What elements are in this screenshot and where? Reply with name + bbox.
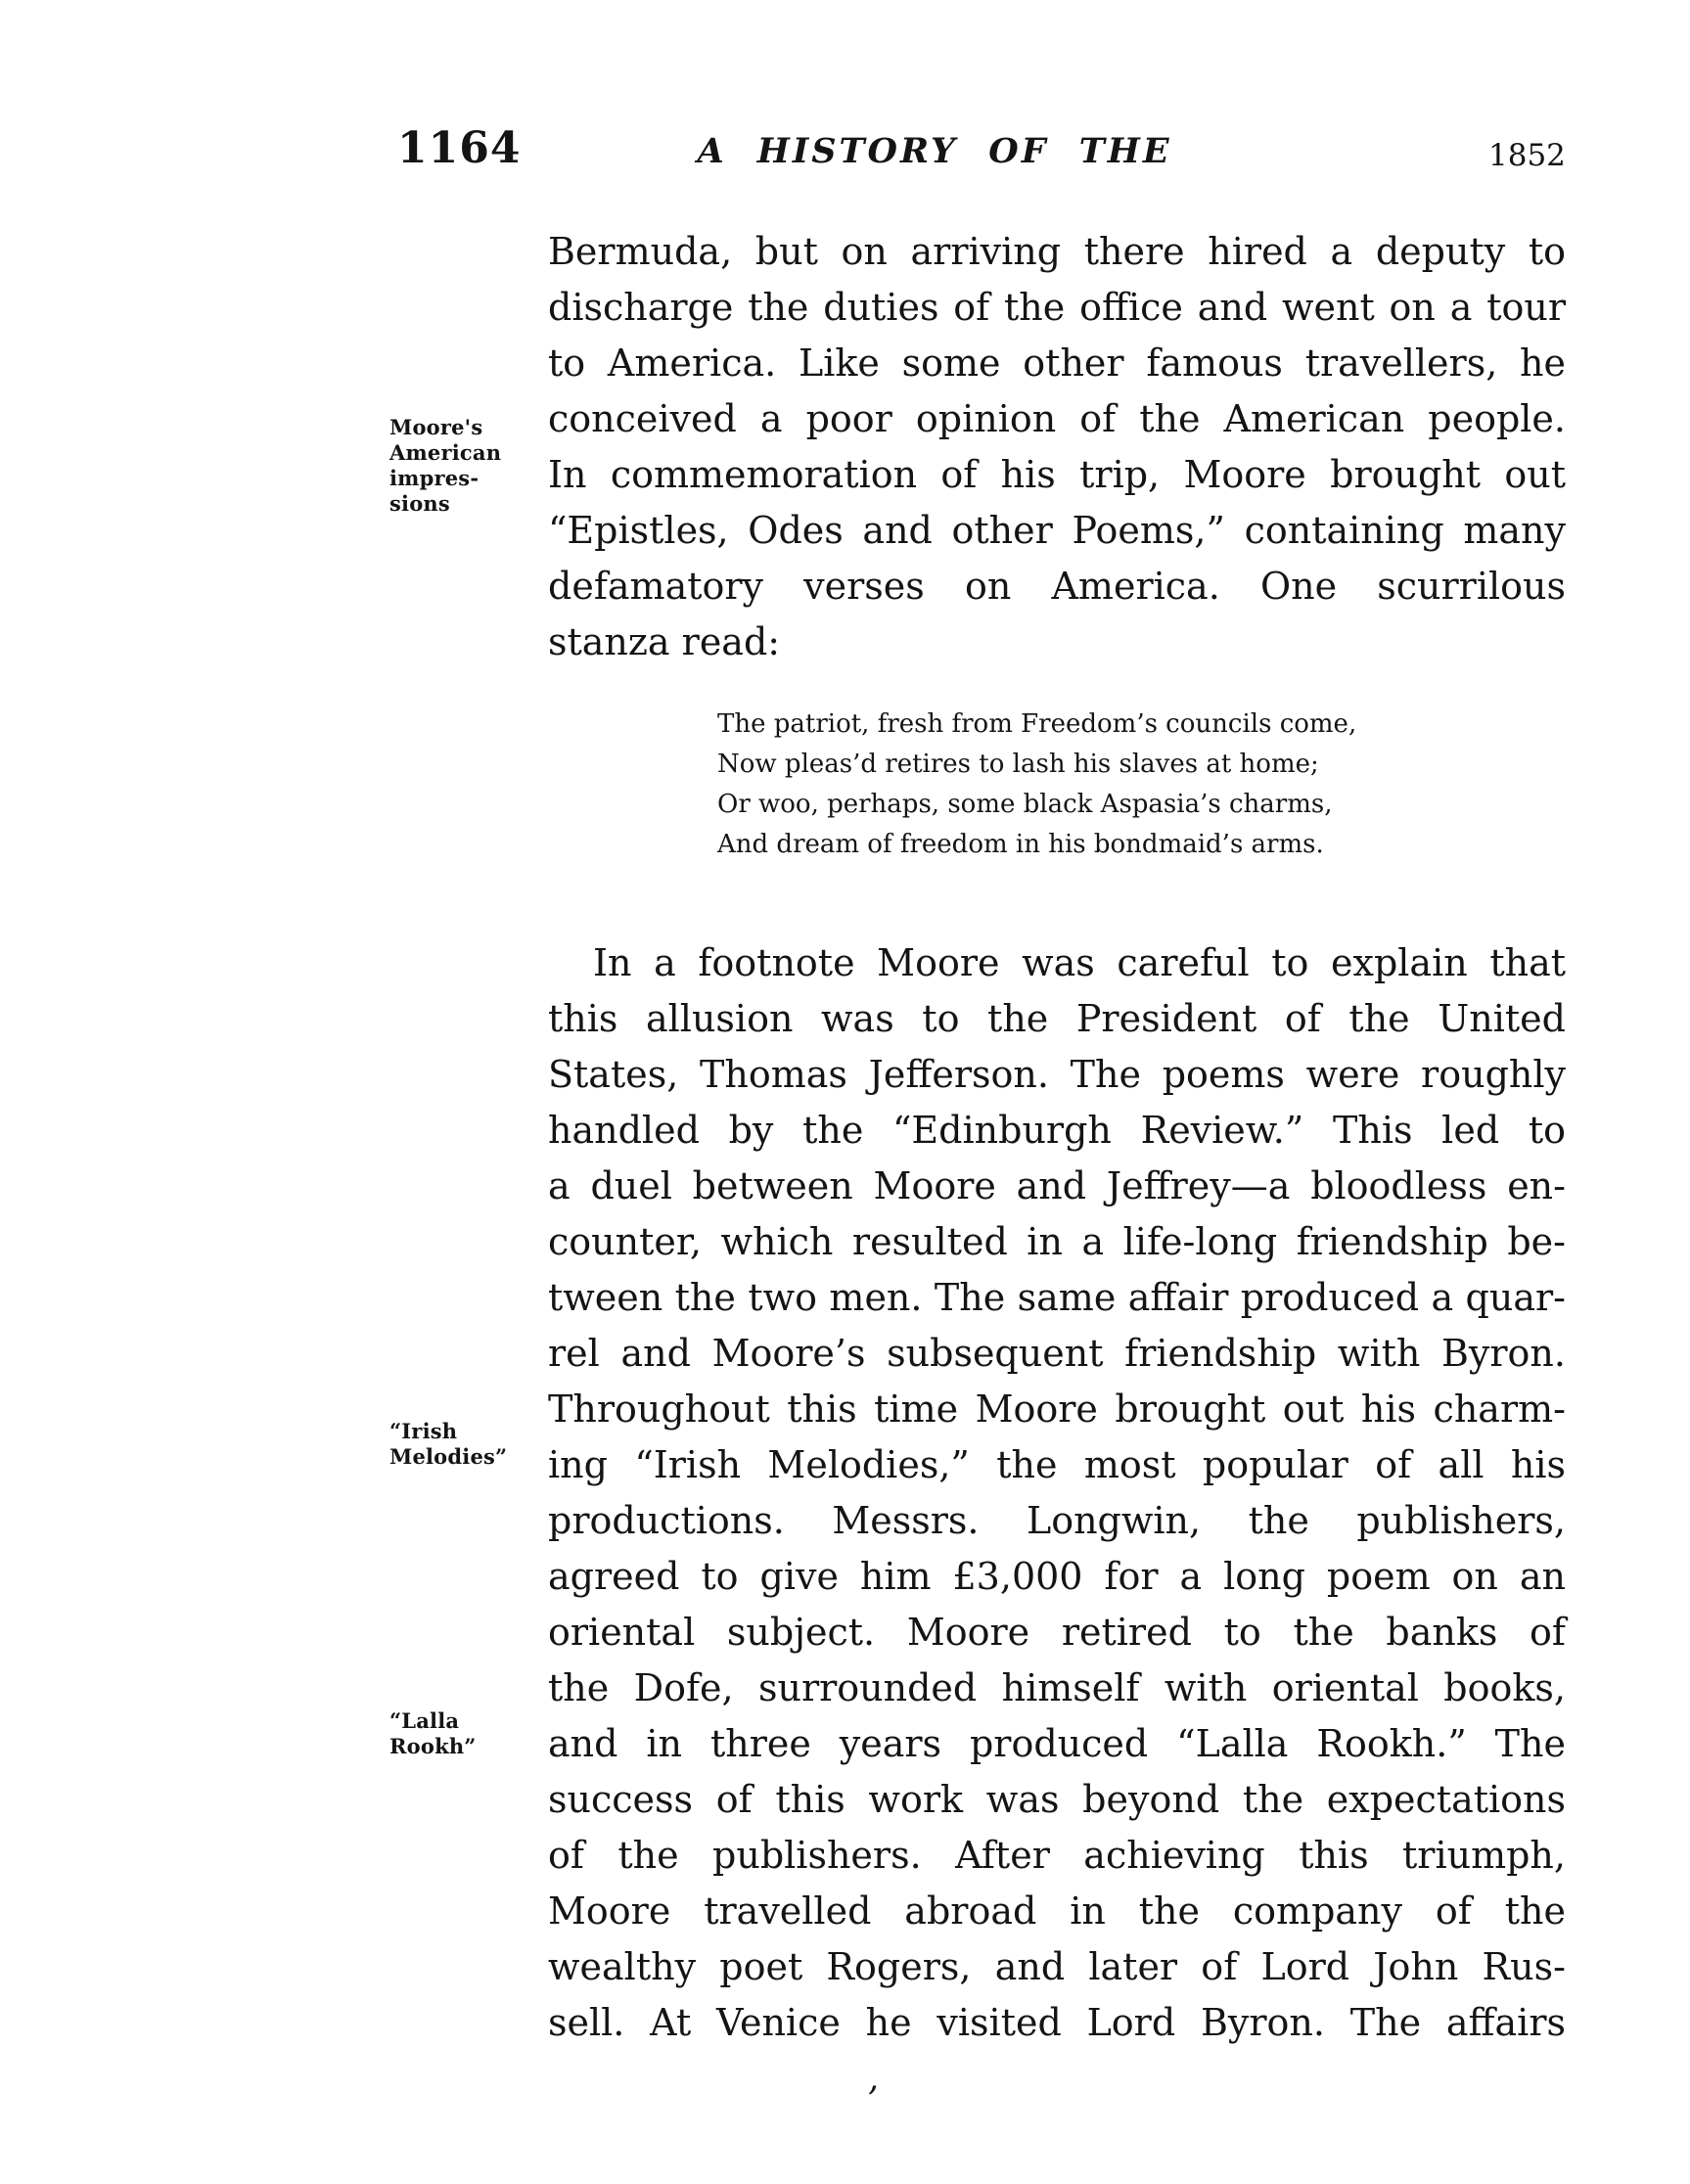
text-line: to America. Like some other famous travellers, he <box>548 341 1566 385</box>
text-line: of the publishers. After achieving this triumph, <box>548 1834 1566 1877</box>
text-line: counter, which resulted in a life-long friendship be- <box>548 1220 1566 1263</box>
text-line: and in three years produced “Lalla Rookh.” The <box>548 1722 1566 1765</box>
text-line: In commemoration of his trip, Moore brought out <box>548 453 1566 496</box>
margin-note-line: Melodies” <box>389 1444 508 1469</box>
paragraph-footnote <box>548 935 1566 2051</box>
margin-note-line: Rookh” <box>389 1734 477 1758</box>
margin-note-line: sions <box>389 491 450 516</box>
page-number: 1164 <box>397 123 522 173</box>
margin-note-line: “Lalla <box>389 1708 460 1733</box>
stray-ink-mark: ’ <box>867 2080 879 2120</box>
text-line: a duel between Moore and Jeffrey—a bloodless en- <box>548 1164 1566 1207</box>
text-line: conceived a poor opinion of the American people. <box>548 397 1566 440</box>
margin-note-lalla-rookh <box>389 1708 544 1759</box>
margin-note-line: impres- <box>389 466 480 490</box>
running-title: A HISTORY OF THE <box>697 131 1172 171</box>
text-line: wealthy poet Rogers, and later of Lord John Rus- <box>548 1945 1566 1988</box>
text-line: oriental subject. Moore retired to the banks of <box>548 1611 1566 1654</box>
text-line: agreed to give him £3,000 for a long poem on an <box>548 1555 1566 1598</box>
text-line: discharge the duties of the office and went on a tour <box>548 286 1566 329</box>
text-line: ing “Irish Melodies,” the most popular of all his <box>548 1443 1566 1486</box>
text-line: “Epistles, Odes and other Poems,” containing many <box>548 509 1566 552</box>
margin-note-irish-melodies <box>389 1419 544 1470</box>
year-label: 1852 <box>1488 138 1566 173</box>
text-line: handled by the “Edinburgh Review.” This led to <box>548 1109 1566 1152</box>
text-line: the Dofe, surrounded himself with oriental books, <box>548 1666 1566 1709</box>
margin-note-line: “Irish <box>389 1419 458 1443</box>
stanza-line: Or woo, perhaps, some black Aspasia’s charms, <box>717 790 1333 819</box>
text-line: rel and Moore’s subsequent friendship with Byron. <box>548 1332 1566 1375</box>
text-line: Bermuda, but on arriving there hired a deputy to <box>548 230 1566 273</box>
text-line: this allusion was to the President of the United <box>548 997 1566 1040</box>
text-line: Moore travelled abroad in the company of the <box>548 1889 1566 1933</box>
margin-note-line: American <box>389 440 502 465</box>
text-line: Throughout this time Moore brought out his charm- <box>548 1388 1566 1431</box>
text-line: In a footnote Moore was careful to explain that <box>593 941 1566 984</box>
stanza-line: The patriot, fresh from Freedom’s councils come, <box>717 709 1357 739</box>
text-line: States, Thomas Jefferson. The poems were roughly <box>548 1053 1566 1096</box>
paragraph-bermuda <box>548 224 1566 670</box>
text-line: productions. Messrs. Longwin, the publishers, <box>548 1499 1566 1542</box>
text-line: tween the two men. The same affair produced a quar- <box>548 1276 1566 1319</box>
stanza-line: And dream of freedom in his bondmaid’s arms. <box>717 830 1324 859</box>
text-line: stanza read: <box>548 620 781 663</box>
stanza-line: Now pleas’d retires to lash his slaves at home; <box>717 750 1319 779</box>
margin-note-moores-american-impressions <box>389 415 544 517</box>
margin-note-line: Moore's <box>389 415 483 439</box>
text-line: success of this work was beyond the expectations <box>548 1778 1566 1821</box>
quoted-stanza <box>717 705 1481 865</box>
text-line: sell. At Venice he visited Lord Byron. The affairs <box>548 2001 1566 2044</box>
text-line: defamatory verses on America. One scurrilous <box>548 565 1566 608</box>
